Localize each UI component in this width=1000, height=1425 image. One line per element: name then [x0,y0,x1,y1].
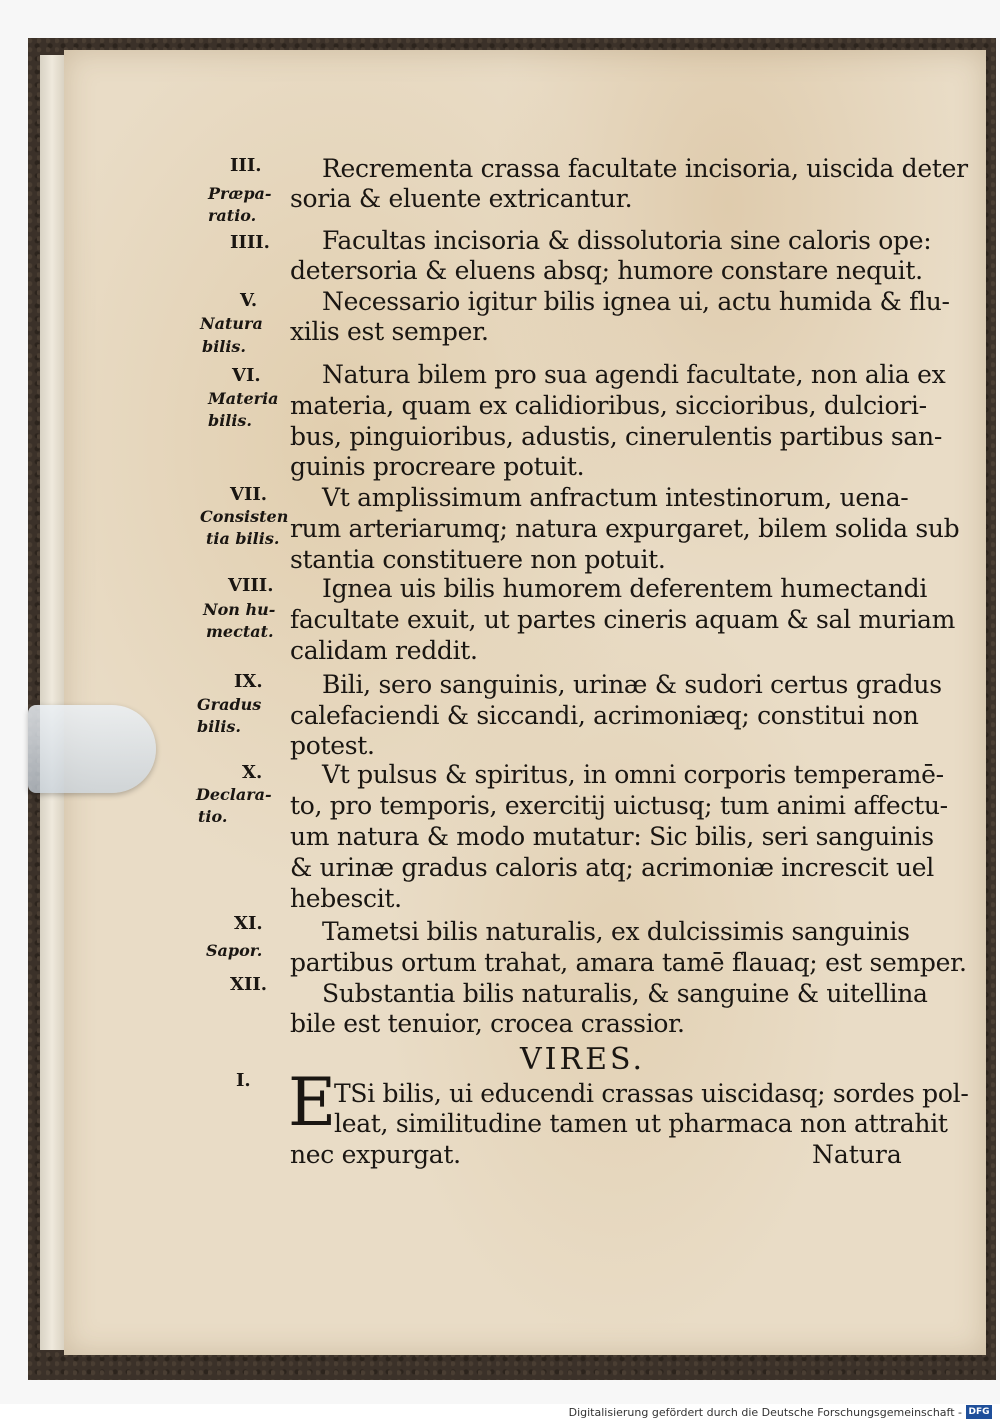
text-line: TSi bilis, ui educendi crassas uiscidasq; sordes pol- [334,1079,969,1108]
section-heading: VIRES. [520,1042,646,1077]
text-line: calidam reddit. [290,636,478,665]
text-line: calefaciendi & siccandi, acrimoniæq; constitui non [290,701,919,730]
text-line: bus, pinguioribus, adustis, cinerulentis partibus san- [290,422,942,451]
aphorism-number: VI. [232,365,261,386]
margin-note: ratio. [208,206,257,225]
text-line: Tametsi bilis naturalis, ex dulcissimis sanguinis [322,917,910,946]
margin-note: Declara- [196,785,272,804]
margin-note: bilis. [208,411,252,430]
margin-note: tia bilis. [206,529,280,548]
aphorism-number: VII. [230,484,268,505]
text-line: & urinæ gradus caloris atq; acrimoniæ increscit uel [290,853,934,882]
text-line: Ignea uis bilis humorem deferentem humectandi [322,574,928,603]
text-line: soria & eluente extricantur. [290,184,633,213]
catchword: Natura [812,1140,902,1169]
margin-note: Natura [200,314,263,333]
margin-note: bilis. [197,717,241,736]
margin-note: tio. [198,807,228,826]
aphorism-number: X. [242,762,263,783]
text-line: Necessario igitur bilis ignea ui, actu humida & flu- [322,287,950,316]
margin-note: Consisten [200,507,289,526]
text-line: materia, quam ex calidioribus, siccioribus, dulciori- [290,391,927,420]
aphorism-number: VIII. [228,575,274,596]
margin-note: Gradus [197,695,262,714]
text-line: detersoria & eluens absq; humore constare nequit. [290,256,923,285]
funding-credit: Digitalisierung gefördert durch die Deutsche Forschungsgemeinschaft - [568,1406,962,1419]
aphorism-number: IX. [234,671,263,692]
aphorism-number: XII. [230,974,268,995]
text-line: xilis est semper. [290,317,489,346]
dfg-logo: DFG [966,1405,992,1419]
text-line: leat, similitudine tamen ut pharmaca non attrahit [334,1109,948,1138]
text-line: bile est tenuior, crocea crassior. [290,1009,685,1038]
aphorism-number: III. [230,155,262,176]
text-line: nec expurgat. [290,1140,461,1169]
text-line: rum arteriarumq; natura expurgaret, bilem solida sub [290,514,960,543]
text-line: Facultas incisoria & dissolutoria sine caloris ope: [322,226,932,255]
text-line: guinis procreare potuit. [290,452,585,481]
text-line: Substantia bilis naturalis, & sanguine & uitellina [322,979,928,1008]
margin-note: Sapor. [206,941,263,960]
text-line: Natura bilem pro sua agendi facultate, non alia ex [322,360,946,389]
text-line: partibus ortum trahat, amara tamē flauaq; est semper. [290,948,967,977]
text-line: stantia constituere non potuit. [290,545,666,574]
text-line: facultate exuit, ut partes cineris aquam & sal muriam [290,605,956,634]
margin-note: bilis. [202,337,246,356]
text-line: Bili, sero sanguinis, urinæ & sudori certus gradus [322,670,942,699]
text-line: um natura & modo mutatur: Sic bilis, seri sanguinis [290,822,934,851]
aphorism-number: XI. [234,913,263,934]
aphorism-number: IIII. [230,232,270,253]
text-line: Recrementa crassa facultate incisoria, uiscida deter [322,154,968,183]
margin-note: Non hu- [203,600,276,619]
aphorism-number: I. [236,1070,251,1091]
text-line: to, pro temporis, exercitij uictusq; tum animi affectu- [290,791,948,820]
drop-initial: E [288,1064,337,1141]
margin-note: Præpa- [208,184,272,203]
text-line: Vt amplissimum anfractum intestinorum, uena- [322,483,909,512]
aphorism-number: V. [240,290,258,311]
text-line: Vt pulsus & spiritus, in omni corporis temperamē- [322,760,944,789]
margin-note: Materia [208,389,279,408]
text-line: potest. [290,731,375,760]
text-line: hebescit. [290,884,402,913]
margin-note: mectat. [206,622,274,641]
